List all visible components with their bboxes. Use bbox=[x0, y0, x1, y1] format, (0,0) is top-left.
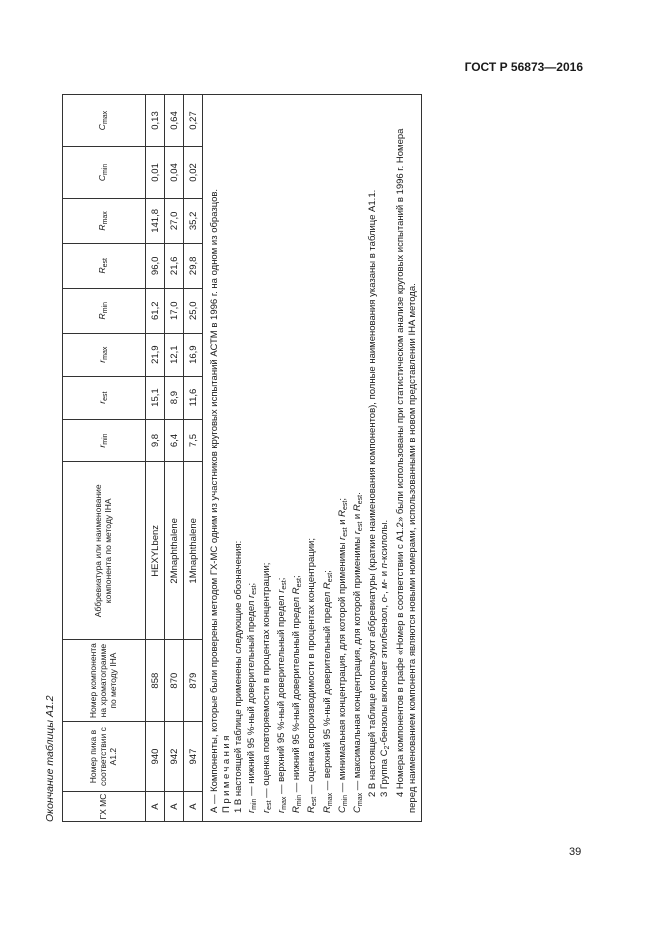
header-R-min: $R_{min}$ bbox=[63, 288, 146, 333]
note-2: 2 В настоящей таблице используют аббревиатуры (краткие наименования компонентов), полные наименования указаны в таблице А1.1. bbox=[367, 189, 379, 797]
header-r-max: $r_{max}$ bbox=[63, 333, 146, 376]
header-C-min: $C_{min}$ bbox=[63, 147, 146, 199]
definition-r-max: $r_{max}$ — верхний 95 %-ный доверительный предел $r_{est}$; bbox=[276, 577, 289, 813]
cell-C-min: 0,01 bbox=[146, 147, 165, 199]
table-notes bbox=[203, 95, 421, 821]
notes-row bbox=[203, 95, 422, 822]
cell-R-est: 96,0 bbox=[146, 243, 165, 288]
cell-R-max: 141,8 bbox=[146, 198, 165, 243]
cell-gh: A bbox=[146, 792, 165, 822]
definition-r-min: $r_{min}$ — нижний 95 %-ный доверительный предел $r_{est}$; bbox=[245, 582, 258, 813]
header-component-number: Номер компонента на хроматограмме по методу IHA bbox=[63, 640, 146, 722]
cell-peak: 947 bbox=[184, 722, 203, 792]
cell-C-max: 0,27 bbox=[184, 95, 203, 147]
table-row bbox=[165, 95, 184, 822]
cell-C-max: 0,64 bbox=[165, 95, 184, 147]
definition-r-est: $r_{est}$ — оценка повторяемости в процентах концентрации; bbox=[260, 562, 273, 813]
cell-gh: A bbox=[184, 792, 203, 822]
table-caption: Окончание таблицы А1.2 bbox=[44, 695, 56, 822]
cell-R-min: 25,0 bbox=[184, 288, 203, 333]
cell-r-min: 9,8 bbox=[146, 419, 165, 462]
table-header-row bbox=[63, 95, 146, 822]
header-R-max: $R_{max}$ bbox=[63, 198, 146, 243]
cell-gh: A bbox=[165, 792, 184, 822]
table-row bbox=[146, 95, 165, 822]
definition-R-min: $R_{min}$ — нижний 95 %-ный доверительный предел $R_{est}$; bbox=[291, 575, 304, 813]
note-4-line-1: 4 Номера компонентов в графе «Номер в соответствии с А1.2» были использованы при статистическом анализе круговых испытаний в 1996 г. Номера bbox=[394, 128, 406, 797]
note-4-line-2: перед наименованием компонента являются новыми номерами, использованными в новом представлении IHA метода. bbox=[406, 283, 418, 813]
rotated-content bbox=[44, 92, 418, 822]
header-abbreviation: Аббревиатура или наименование компонента по методу IHA bbox=[63, 462, 146, 640]
cell-r-max: 16,9 bbox=[184, 333, 203, 376]
note-1: 1 В настоящей таблице применены следующие обозначения: bbox=[233, 540, 245, 813]
header-R-est: $R_{est}$ bbox=[63, 243, 146, 288]
header-r-est: $r_{est}$ bbox=[63, 376, 146, 419]
header-peak-number: Номер пика в соответствии с А1.2 bbox=[63, 722, 146, 792]
cell-R-est: 21,6 bbox=[165, 243, 184, 288]
cell-abbr: HEXYLbenz bbox=[146, 462, 165, 640]
cell-comp: 879 bbox=[184, 640, 203, 722]
notes-cell bbox=[203, 95, 422, 822]
cell-R-max: 27,0 bbox=[165, 198, 184, 243]
cell-r-min: 7,5 bbox=[184, 419, 203, 462]
definition-C-min: $C_{min}$ — минимальная концентрация, для которой применимы $r_{est}$ и $R_{est}$; bbox=[336, 497, 349, 813]
footnote-a: А — Компоненты, которые были проверены методом ГХ-МС одним из участников круговых испытаний АСТМ в 1996 г. на одном из образцов. bbox=[209, 188, 220, 813]
cell-r-est: 11,6 bbox=[184, 376, 203, 419]
cell-r-est: 8,9 bbox=[165, 376, 184, 419]
cell-C-min: 0,02 bbox=[184, 147, 203, 199]
notes-title: Примечания bbox=[221, 733, 233, 813]
cell-R-max: 35,2 bbox=[184, 198, 203, 243]
header-gh: ГХ МС bbox=[63, 792, 146, 822]
cell-abbr: 2Mnaphthalene bbox=[165, 462, 184, 640]
cell-R-est: 29,8 bbox=[184, 243, 203, 288]
header-r-min: $r_{min}$ bbox=[63, 419, 146, 462]
cell-r-max: 12,1 bbox=[165, 333, 184, 376]
definition-R-max: $R_{max}$ — верхний 95 %-ный доверительный предел $R_{est}$; bbox=[321, 570, 334, 813]
data-table bbox=[62, 94, 422, 822]
cell-comp: 870 bbox=[165, 640, 184, 722]
definition-C-max: $C_{max}$ — максимальная концентрация, для которой применимы $r_{est}$ и $R_{est}$. bbox=[352, 492, 365, 813]
cell-R-min: 17,0 bbox=[165, 288, 184, 333]
cell-R-min: 61,2 bbox=[146, 288, 165, 333]
cell-C-min: 0,04 bbox=[165, 147, 184, 199]
note-3: 3 Группа $C_2$-бензолы включает этилбензол, o-, м- и п-ксилолы. bbox=[379, 519, 392, 797]
table-row bbox=[184, 95, 203, 822]
definition-R-est: $R_{est}$ — оценка воспроизводимости в процентах концентрации; bbox=[306, 538, 319, 813]
cell-r-min: 6,4 bbox=[165, 419, 184, 462]
cell-peak: 940 bbox=[146, 722, 165, 792]
cell-peak: 942 bbox=[165, 722, 184, 792]
cell-abbr: 1Mnaphthalene bbox=[184, 462, 203, 640]
standard-designation: ГОСТ Р 56873—2016 bbox=[464, 60, 583, 74]
cell-C-max: 0,13 bbox=[146, 95, 165, 147]
cell-r-est: 15,1 bbox=[146, 376, 165, 419]
cell-r-max: 21,9 bbox=[146, 333, 165, 376]
header-C-max: $C_{max}$ bbox=[63, 95, 146, 147]
page-number: 39 bbox=[569, 846, 582, 858]
cell-comp: 858 bbox=[146, 640, 165, 722]
